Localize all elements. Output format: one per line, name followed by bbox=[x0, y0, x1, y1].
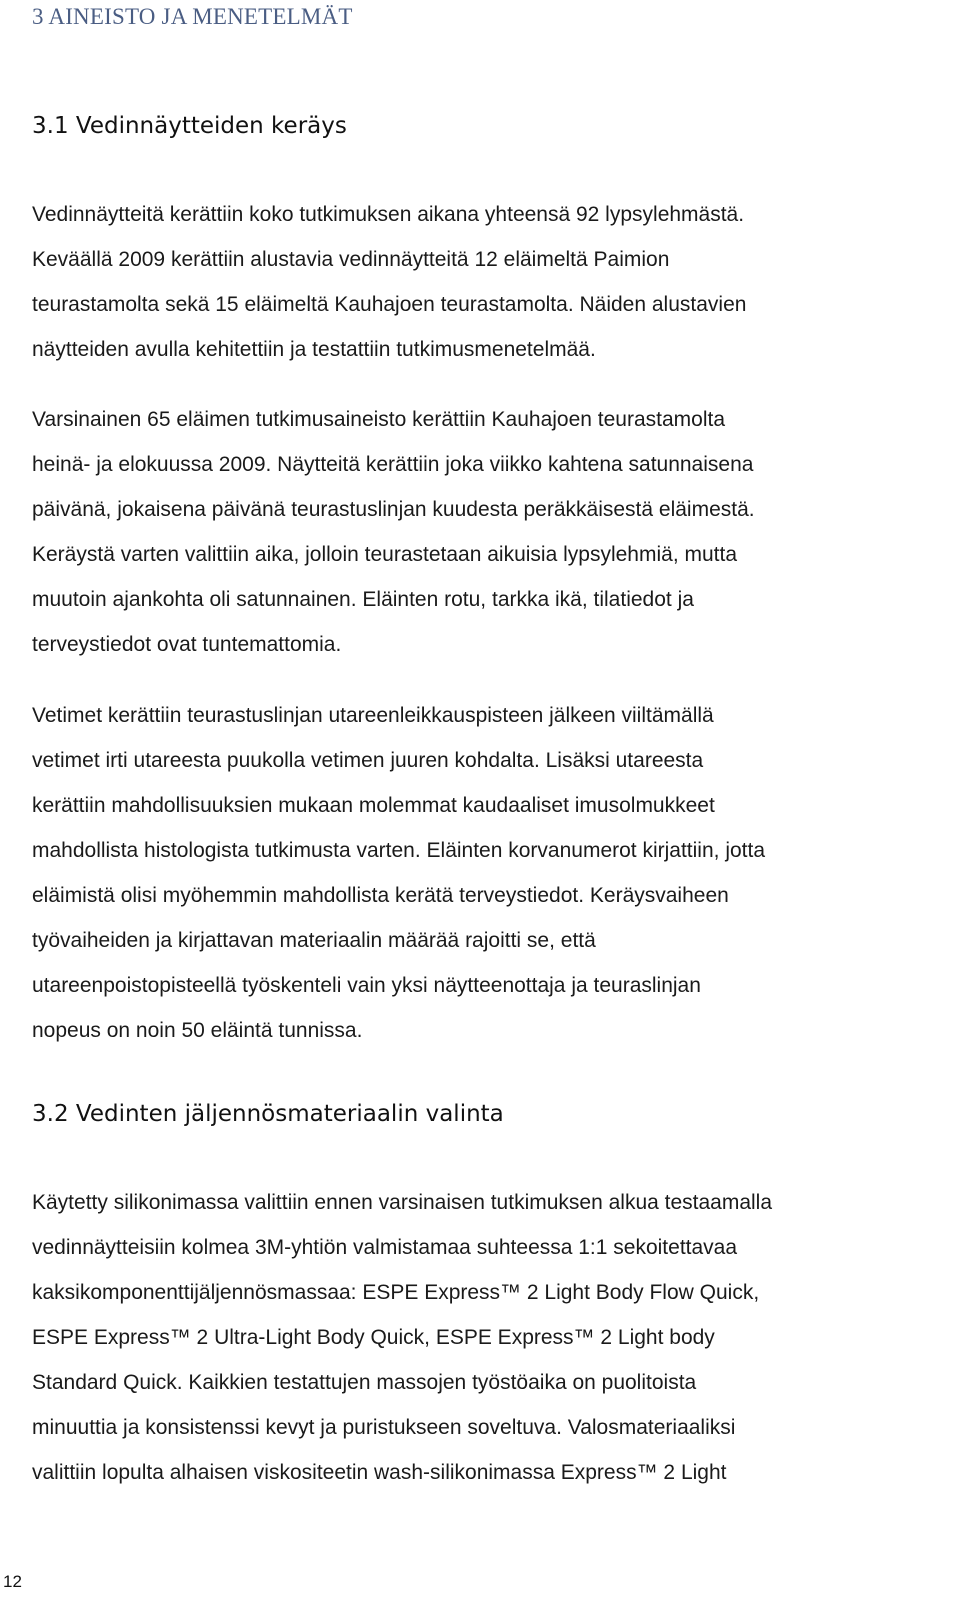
text-line: Vetimet kerättiin teurastuslinjan utareenleikkauspisteen jälkeen viiltämällä bbox=[32, 704, 714, 727]
text-line: näytteiden avulla kehitettiin ja testattiin tutkimusmenetelmää. bbox=[32, 338, 596, 361]
text-line: heinä- ja elokuussa 2009. Näytteitä kerättiin joka viikko kahtena satunnaisena bbox=[32, 453, 754, 476]
text-line: nopeus on noin 50 eläintä tunnissa. bbox=[32, 1019, 363, 1042]
text-line: Keräystä varten valittiin aika, jolloin teurastetaan aikuisia lypsylehmiä, mutta bbox=[32, 543, 738, 566]
text-line: Standard Quick. Kaikkien testattujen massojen työstöaika on puolitoista bbox=[32, 1371, 697, 1394]
text-line: Vedinnäytteitä kerättiin koko tutkimuksen aikana yhteensä 92 lypsylehmästä. bbox=[32, 203, 745, 226]
section-heading-3-2: 3.2 Vedinten jäljennösmateriaalin valinta bbox=[32, 1101, 504, 1127]
text-line: työvaiheiden ja kirjattavan materiaalin määrää rajoitti se, että bbox=[32, 929, 596, 952]
text-line: kaksikomponenttijäljennösmassaa: ESPE Express™ 2 Light Body Flow Quick, bbox=[32, 1281, 760, 1304]
text-line: vetimet irti utareesta puukolla vetimen juuren kohdalta. Lisäksi utareesta bbox=[32, 749, 704, 772]
text-line: eläimistä olisi myöhemmin mahdollista kerätä terveystiedot. Keräysvaiheen bbox=[32, 884, 729, 907]
section-heading-3-1: 3.1 Vedinnäytteiden keräys bbox=[32, 113, 347, 139]
paragraph-3 bbox=[32, 693, 952, 1053]
page-number: 12 bbox=[3, 1572, 22, 1591]
text-line: utareenpoistopisteellä työskenteli vain yksi näytteenottaja ja teuraslinjan bbox=[32, 974, 701, 997]
paragraph-4 bbox=[32, 1180, 952, 1495]
text-line: vedinnäytteisiin kolmea 3M-yhtiön valmistamaa suhteessa 1:1 sekoitettavaa bbox=[32, 1236, 738, 1259]
text-line: kerättiin mahdollisuuksien mukaan molemmat kaudaaliset imusolmukkeet bbox=[32, 794, 715, 817]
paragraph-1 bbox=[32, 192, 952, 372]
text-line: mahdollista histologista tutkimusta varten. Eläinten korvanumerot kirjattiin, jotta bbox=[32, 839, 766, 862]
text-line: terveystiedot ovat tuntemattomia. bbox=[32, 633, 342, 656]
text-line: Keväällä 2009 kerättiin alustavia vedinnäytteitä 12 eläimeltä Paimion bbox=[32, 248, 670, 271]
paragraph-2 bbox=[32, 397, 952, 667]
text-line: päivänä, jokaisena päivänä teurastuslinjan kuudesta peräkkäisestä eläimestä. bbox=[32, 498, 755, 521]
text-line: valittiin lopulta alhaisen viskositeetin wash-silikonimassa Express™ 2 Light bbox=[32, 1461, 727, 1484]
running-header: 3 AINEISTO JA MENETELMÄT bbox=[32, 4, 353, 29]
text-line: Varsinainen 65 eläimen tutkimusaineisto kerättiin Kauhajoen teurastamolta bbox=[32, 408, 726, 431]
text-line: Käytetty silikonimassa valittiin ennen varsinaisen tutkimuksen alkua testaamalla bbox=[32, 1191, 773, 1214]
text-line: muutoin ajankohta oli satunnainen. Eläinten rotu, tarkka ikä, tilatiedot ja bbox=[32, 588, 694, 611]
text-line: minuuttia ja konsistenssi kevyt ja puristukseen soveltuva. Valosmateriaaliksi bbox=[32, 1416, 736, 1439]
text-line: teurastamolta sekä 15 eläimeltä Kauhajoen teurastamolta. Näiden alustavien bbox=[32, 293, 747, 316]
text-line: ESPE Express™ 2 Ultra-Light Body Quick, ESPE Express™ 2 Light body bbox=[32, 1326, 715, 1349]
